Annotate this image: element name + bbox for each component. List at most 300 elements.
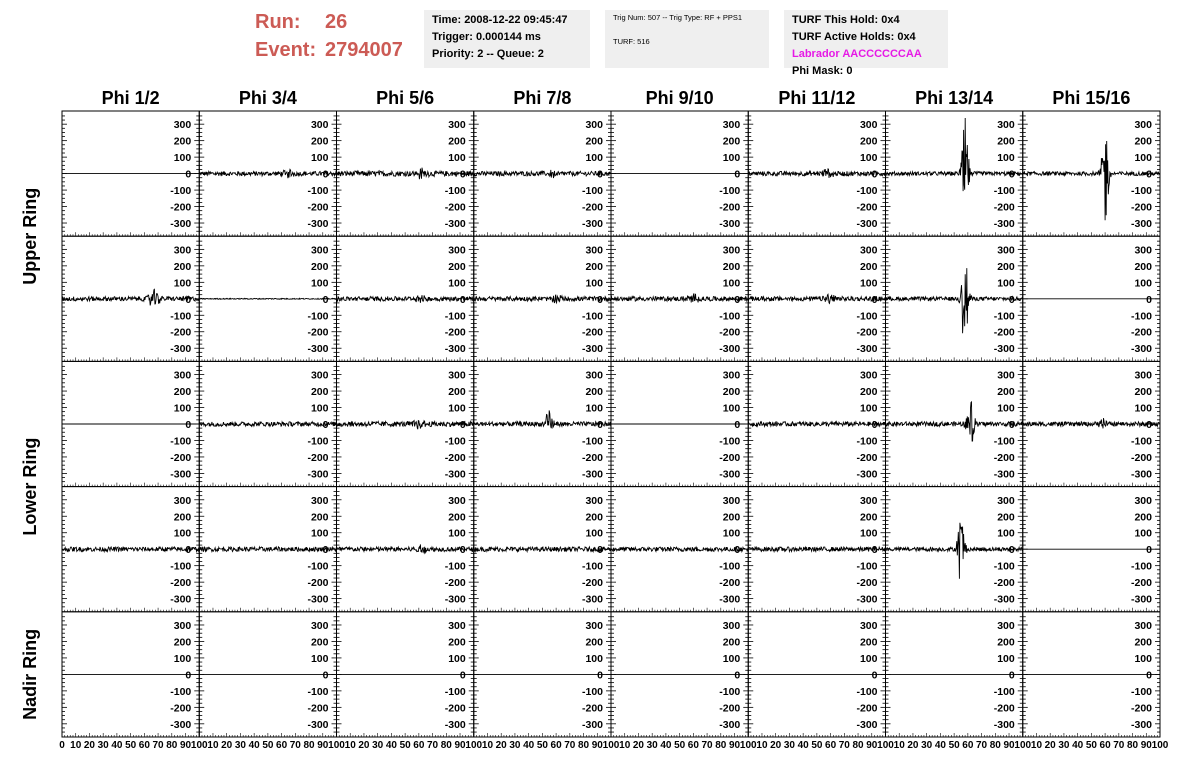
y-tick-label: 200 xyxy=(722,386,741,399)
y-tick-label: 100 xyxy=(585,402,603,415)
y-tick-label: 100 xyxy=(448,652,466,665)
x-tick-label: 70 xyxy=(289,740,301,751)
y-tick-label: 300 xyxy=(173,619,192,632)
y-tick-label: 0 xyxy=(322,669,329,682)
y-tick-label: 200 xyxy=(722,135,741,148)
y-tick-label: 200 xyxy=(1134,135,1152,148)
y-tick-label: 300 xyxy=(173,494,192,507)
column-title: Phi 9/10 xyxy=(645,88,714,108)
x-tick-label: 10 xyxy=(481,740,494,751)
y-tick-label: 0 xyxy=(734,293,741,306)
y-tick-label: 100 xyxy=(173,652,192,665)
x-tick-label: 50 xyxy=(811,740,823,751)
y-tick-label: -300 xyxy=(170,468,192,481)
y-tick-label: 300 xyxy=(310,369,329,382)
x-tick-label: 20 xyxy=(221,740,233,751)
y-tick-label: 200 xyxy=(585,260,603,273)
x-tick-label: 40 xyxy=(660,740,672,751)
waveform-trace xyxy=(748,169,885,178)
y-tick-label: -100 xyxy=(307,435,329,448)
waveform-trace xyxy=(611,547,748,552)
y-tick-label: 0 xyxy=(734,419,741,431)
x-tick-label: 70 xyxy=(701,740,713,751)
y-tick-label: 200 xyxy=(722,636,741,649)
y-tick-label: -100 xyxy=(856,560,878,573)
waveform-trace xyxy=(611,293,748,302)
y-tick-label: -200 xyxy=(1130,577,1152,590)
x-tick-label: 70 xyxy=(1113,740,1125,751)
y-tick-label: -200 xyxy=(444,201,466,214)
waveform-trace xyxy=(474,547,611,552)
y-tick-label: -200 xyxy=(307,577,329,590)
x-tick-label: 30 xyxy=(234,740,246,751)
y-tick-label: 200 xyxy=(173,636,192,649)
y-tick-label: 300 xyxy=(173,369,192,382)
x-tick-label: 60 xyxy=(413,740,425,751)
priority-text: Priority: 2 -- Queue: 2 xyxy=(432,48,544,60)
x-tick-label: 50 xyxy=(399,740,411,751)
x-tick-label: 40 xyxy=(248,740,260,751)
y-tick-label: 200 xyxy=(997,135,1015,148)
y-tick-label: 0 xyxy=(1008,293,1015,306)
x-tick-label: 10 xyxy=(207,740,219,751)
y-tick-label: -100 xyxy=(170,685,192,698)
y-tick-label: 100 xyxy=(1134,402,1152,415)
y-tick-label: 300 xyxy=(722,244,741,257)
x-tick-label: 70 xyxy=(427,740,439,751)
y-tick-label: -300 xyxy=(856,593,878,606)
y-tick-label: -300 xyxy=(993,343,1015,356)
time-text: Time: 2008-12-22 09:45:47 xyxy=(432,14,568,26)
y-tick-label: -100 xyxy=(856,685,878,698)
y-tick-label: -300 xyxy=(856,218,878,231)
y-tick-label: -200 xyxy=(1130,702,1152,715)
y-tick-label: 100 xyxy=(859,277,878,290)
y-tick-label: 0 xyxy=(185,293,192,306)
x-tick-label: 100 xyxy=(739,740,757,751)
y-tick-label: -300 xyxy=(1130,593,1152,606)
x-tick-label: 60 xyxy=(825,740,837,751)
y-tick-label: 100 xyxy=(997,402,1015,415)
y-tick-label: 300 xyxy=(173,119,192,132)
y-tick-label: -100 xyxy=(993,685,1015,698)
y-tick-label: 200 xyxy=(310,260,329,273)
y-tick-label: -100 xyxy=(993,185,1015,198)
y-tick-label: 200 xyxy=(585,135,603,148)
trig-num-text: Trig Num: 507 -- Trig Type: RF + PPS1 xyxy=(613,13,743,22)
y-tick-label: 300 xyxy=(585,619,603,632)
y-tick-label: 300 xyxy=(310,119,329,132)
y-tick-label: -100 xyxy=(581,685,603,698)
x-tick-label: 90 xyxy=(728,740,741,751)
y-tick-label: 100 xyxy=(859,652,878,665)
y-tick-label: 0 xyxy=(322,168,329,181)
turf-this-hold: TURF This Hold: 0x4 xyxy=(792,14,900,26)
x-tick-label: 60 xyxy=(138,740,150,751)
turf-active-holds: TURF Active Holds: 0x4 xyxy=(792,31,916,43)
y-tick-label: 100 xyxy=(859,527,878,540)
y-tick-label: 300 xyxy=(859,369,878,382)
x-tick-label: 20 xyxy=(770,740,782,751)
x-tick-label: 50 xyxy=(536,740,548,751)
column-title: Phi 1/2 xyxy=(101,88,160,108)
y-tick-label: 0 xyxy=(871,293,878,306)
y-tick-label: 200 xyxy=(310,511,329,524)
y-tick-label: 300 xyxy=(1134,494,1152,507)
column-title: Phi 13/14 xyxy=(915,88,994,108)
y-tick-label: 200 xyxy=(722,511,741,524)
run-value: 26 xyxy=(325,11,348,33)
waveform-trace xyxy=(474,295,611,303)
y-tick-label: 300 xyxy=(997,244,1015,257)
x-tick-label: 70 xyxy=(564,740,576,751)
y-tick-label: 200 xyxy=(448,386,466,399)
x-tick-label: 60 xyxy=(687,740,699,751)
x-tick-label: 100 xyxy=(1151,740,1169,751)
x-tick-label: 80 xyxy=(1126,740,1139,751)
x-tick-label: 100 xyxy=(465,740,483,751)
y-tick-label: -100 xyxy=(170,560,192,573)
y-tick-label: 300 xyxy=(173,244,192,257)
y-tick-label: 100 xyxy=(585,652,603,665)
y-tick-label: -300 xyxy=(307,343,329,356)
y-tick-label: 0 xyxy=(1008,419,1015,431)
x-tick-label: 50 xyxy=(262,740,274,751)
y-tick-label: -100 xyxy=(307,310,329,323)
y-tick-label: 300 xyxy=(997,119,1015,132)
y-tick-label: 100 xyxy=(585,277,603,290)
y-tick-label: -300 xyxy=(581,218,603,231)
y-tick-label: 200 xyxy=(859,636,878,649)
x-tick-label: 40 xyxy=(1072,740,1084,751)
y-tick-label: 300 xyxy=(722,619,741,632)
y-tick-label: 0 xyxy=(597,544,603,557)
y-tick-label: 200 xyxy=(448,636,466,649)
phi-mask-text: Phi Mask: 0 xyxy=(792,65,853,77)
x-tick-label: 100 xyxy=(1014,740,1032,751)
x-tick-label: 80 xyxy=(303,740,315,751)
x-tick-label: 60 xyxy=(1099,740,1111,751)
x-tick-label: 30 xyxy=(372,740,384,751)
y-tick-label: 0 xyxy=(1146,168,1152,181)
y-tick-label: -200 xyxy=(719,326,741,339)
y-tick-label: -200 xyxy=(719,702,741,715)
y-tick-label: -100 xyxy=(719,185,741,198)
x-tick-label: 90 xyxy=(1140,740,1152,751)
y-tick-label: -100 xyxy=(444,560,466,573)
x-tick-label: 80 xyxy=(166,740,178,751)
y-tick-label: 0 xyxy=(734,168,741,181)
y-tick-label: -100 xyxy=(581,310,603,323)
x-tick-label: 70 xyxy=(838,740,850,751)
waveform-trace xyxy=(199,422,336,427)
y-tick-label: 100 xyxy=(997,652,1015,665)
y-tick-label: -200 xyxy=(856,326,878,339)
x-tick-label: 40 xyxy=(385,740,397,751)
y-tick-label: 0 xyxy=(459,168,466,181)
y-tick-label: 200 xyxy=(173,260,192,273)
waveform-trace xyxy=(62,547,199,552)
x-tick-label: 60 xyxy=(276,740,288,751)
y-tick-label: 200 xyxy=(448,260,466,273)
x-tick-label: 30 xyxy=(1058,740,1070,751)
y-tick-label: 0 xyxy=(322,419,329,431)
y-tick-label: -300 xyxy=(719,218,741,231)
waveform-trace xyxy=(1023,418,1160,428)
y-tick-label: 100 xyxy=(173,402,192,415)
waveform-trace xyxy=(748,547,885,552)
y-tick-label: 300 xyxy=(585,119,603,132)
y-tick-label: 100 xyxy=(585,152,603,165)
x-tick-label: 60 xyxy=(962,740,974,751)
x-tick-label: 70 xyxy=(976,740,988,751)
waveform-trace xyxy=(199,169,336,178)
x-tick-label: 90 xyxy=(317,740,329,751)
y-tick-label: 300 xyxy=(585,369,603,382)
y-tick-label: 0 xyxy=(1008,168,1015,181)
y-tick-label: 100 xyxy=(310,277,329,290)
y-tick-label: 300 xyxy=(1134,619,1152,632)
y-tick-label: 200 xyxy=(997,386,1015,399)
waveform-trace xyxy=(62,289,199,305)
x-tick-label: 20 xyxy=(907,740,919,751)
y-tick-label: -100 xyxy=(170,310,192,323)
x-tick-label: 80 xyxy=(715,740,727,751)
y-tick-label: 300 xyxy=(448,494,466,507)
y-tick-label: -300 xyxy=(993,218,1015,231)
y-tick-label: 200 xyxy=(1134,511,1152,524)
x-tick-label: 80 xyxy=(440,740,452,751)
y-tick-label: -100 xyxy=(307,560,329,573)
y-tick-label: 200 xyxy=(859,511,878,524)
y-tick-label: -200 xyxy=(993,201,1015,214)
ring-label: Nadir Ring xyxy=(20,628,40,720)
y-tick-label: -100 xyxy=(856,185,878,198)
y-tick-label: 100 xyxy=(859,152,878,165)
y-tick-label: -200 xyxy=(581,451,603,464)
y-tick-label: 0 xyxy=(185,544,192,557)
y-tick-label: 200 xyxy=(997,260,1015,273)
y-tick-label: -100 xyxy=(1130,435,1152,448)
y-tick-label: 0 xyxy=(871,168,878,181)
x-tick-label: 30 xyxy=(509,740,521,751)
y-tick-label: -200 xyxy=(719,577,741,590)
y-tick-label: 100 xyxy=(448,402,466,415)
y-tick-label: 300 xyxy=(585,244,603,257)
y-tick-label: 300 xyxy=(859,119,878,132)
y-tick-label: -300 xyxy=(856,343,878,356)
x-tick-label: 30 xyxy=(921,740,933,751)
y-tick-label: -100 xyxy=(856,310,878,323)
y-tick-label: -200 xyxy=(856,201,878,214)
y-tick-label: 300 xyxy=(448,119,466,132)
y-tick-label: -300 xyxy=(856,468,878,481)
y-tick-label: 300 xyxy=(1134,119,1152,132)
y-tick-label: -300 xyxy=(1130,718,1152,731)
y-tick-label: -200 xyxy=(170,201,192,214)
y-tick-label: -300 xyxy=(581,593,603,606)
y-tick-label: -300 xyxy=(719,343,741,356)
y-tick-label: 0 xyxy=(871,544,878,557)
column-title: Phi 5/6 xyxy=(376,88,435,108)
labrador-status: Labrador AACCCCCCAA xyxy=(792,48,922,60)
waveform-trace xyxy=(199,298,336,299)
x-tick-label: 90 xyxy=(1003,740,1015,751)
column-title: Phi 3/4 xyxy=(238,88,297,108)
y-tick-label: 100 xyxy=(448,277,466,290)
y-tick-label: -300 xyxy=(170,343,192,356)
y-tick-label: 100 xyxy=(722,277,741,290)
column-title: Phi 11/12 xyxy=(778,88,856,108)
x-tick-label: 100 xyxy=(190,740,208,751)
y-tick-label: -300 xyxy=(1130,468,1152,481)
x-tick-label: 90 xyxy=(866,740,878,751)
x-tick-label: 10 xyxy=(70,740,82,751)
y-tick-label: -100 xyxy=(170,185,192,198)
y-tick-label: -200 xyxy=(444,451,466,464)
y-tick-label: 300 xyxy=(448,619,466,632)
y-tick-label: -200 xyxy=(581,702,603,715)
y-tick-label: 100 xyxy=(1134,152,1152,165)
y-tick-label: 300 xyxy=(859,494,878,507)
y-tick-label: 100 xyxy=(310,652,329,665)
y-tick-label: -200 xyxy=(307,702,329,715)
y-tick-label: 300 xyxy=(722,494,741,507)
y-tick-label: -200 xyxy=(719,201,741,214)
y-tick-label: 200 xyxy=(310,135,329,148)
y-tick-label: 0 xyxy=(734,669,741,682)
y-tick-label: 100 xyxy=(310,527,329,540)
y-tick-label: 0 xyxy=(871,669,878,682)
waveform-trace xyxy=(199,547,336,552)
y-tick-label: -300 xyxy=(444,218,466,231)
waveform-trace xyxy=(337,421,474,430)
y-tick-label: -200 xyxy=(581,201,603,214)
y-tick-label: -200 xyxy=(581,326,603,339)
y-tick-label: -300 xyxy=(719,718,741,731)
y-tick-label: -100 xyxy=(719,435,741,448)
y-tick-label: -100 xyxy=(581,185,603,198)
y-tick-label: -200 xyxy=(170,702,192,715)
y-tick-label: 0 xyxy=(1008,669,1015,682)
y-tick-label: -200 xyxy=(1130,326,1152,339)
event-label: Event: xyxy=(255,39,317,61)
y-tick-label: -200 xyxy=(993,577,1015,590)
x-tick-label: 10 xyxy=(893,740,905,751)
y-tick-label: -100 xyxy=(1130,560,1152,573)
y-tick-label: -100 xyxy=(719,310,741,323)
y-tick-label: -300 xyxy=(444,593,466,606)
y-tick-label: -100 xyxy=(719,560,741,573)
y-tick-label: 100 xyxy=(722,402,741,415)
y-tick-label: 200 xyxy=(722,260,741,273)
y-tick-label: 0 xyxy=(597,168,603,181)
y-tick-label: -200 xyxy=(170,451,192,464)
y-tick-label: -300 xyxy=(993,593,1015,606)
x-tick-label: 100 xyxy=(877,740,894,751)
x-tick-label: 20 xyxy=(358,740,370,751)
y-tick-label: 0 xyxy=(185,669,192,682)
y-tick-label: 200 xyxy=(448,511,466,524)
y-tick-label: 200 xyxy=(997,511,1015,524)
x-tick-label: 90 xyxy=(179,740,192,751)
y-tick-label: -100 xyxy=(1130,310,1152,323)
y-tick-label: 200 xyxy=(1134,386,1152,399)
turf-number-text: TURF: 516 xyxy=(613,37,650,46)
y-tick-label: 0 xyxy=(1146,419,1152,431)
y-tick-label: 0 xyxy=(1146,669,1152,682)
y-tick-label: 100 xyxy=(859,402,878,415)
y-tick-label: -100 xyxy=(581,560,603,573)
y-tick-label: -300 xyxy=(1130,343,1152,356)
y-tick-label: -300 xyxy=(307,593,329,606)
y-tick-label: -100 xyxy=(307,685,329,698)
x-tick-label: 10 xyxy=(756,740,768,751)
y-tick-label: 200 xyxy=(997,636,1015,649)
x-tick-label: 40 xyxy=(797,740,809,751)
y-tick-label: 300 xyxy=(997,494,1015,507)
x-tick-label: 90 xyxy=(591,740,603,751)
y-tick-label: -300 xyxy=(307,468,329,481)
y-tick-label: 100 xyxy=(173,277,192,290)
y-tick-label: 0 xyxy=(459,293,466,306)
y-tick-label: 200 xyxy=(310,636,329,649)
y-tick-label: 300 xyxy=(722,119,741,132)
y-tick-label: -200 xyxy=(993,326,1015,339)
waveform-trace xyxy=(474,170,611,178)
x-tick-label: 40 xyxy=(523,740,535,751)
y-tick-label: 0 xyxy=(1008,544,1015,557)
x-tick-label: 10 xyxy=(1030,740,1043,751)
column-title: Phi 7/8 xyxy=(513,88,572,108)
y-tick-label: 300 xyxy=(310,494,329,507)
y-tick-label: 200 xyxy=(173,511,192,524)
y-tick-label: -200 xyxy=(170,577,192,590)
y-tick-label: 100 xyxy=(585,527,603,540)
y-tick-label: 200 xyxy=(173,386,192,399)
y-tick-label: -100 xyxy=(1130,185,1152,198)
y-tick-label: 0 xyxy=(459,419,466,431)
y-tick-label: 0 xyxy=(597,419,603,431)
x-tick-label: 100 xyxy=(602,740,620,751)
x-tick-label: 80 xyxy=(852,740,864,751)
y-tick-label: 100 xyxy=(173,152,192,165)
y-tick-label: 200 xyxy=(173,135,192,148)
x-tick-label: 80 xyxy=(577,740,590,751)
y-tick-label: 200 xyxy=(1134,636,1152,649)
y-tick-label: 0 xyxy=(871,419,878,431)
y-tick-label: 100 xyxy=(997,527,1015,540)
x-tick-label: 10 xyxy=(344,740,356,751)
x-tick-label: 20 xyxy=(495,740,507,751)
x-tick-label: 60 xyxy=(550,740,562,751)
y-tick-label: -100 xyxy=(1130,685,1152,698)
y-tick-label: 300 xyxy=(859,244,878,257)
y-tick-label: -200 xyxy=(444,326,466,339)
y-tick-label: -200 xyxy=(581,577,603,590)
x-tick-label: 50 xyxy=(674,740,686,751)
y-tick-label: 0 xyxy=(185,419,192,431)
y-tick-label: -100 xyxy=(444,435,466,448)
run-label: Run: xyxy=(255,11,301,33)
y-tick-label: 300 xyxy=(1134,244,1152,257)
y-tick-label: -100 xyxy=(444,685,466,698)
y-tick-label: 100 xyxy=(722,152,741,165)
y-tick-label: 0 xyxy=(459,544,466,557)
y-tick-label: 300 xyxy=(997,369,1015,382)
y-tick-label: -200 xyxy=(993,702,1015,715)
event-value: 2794007 xyxy=(325,39,403,61)
